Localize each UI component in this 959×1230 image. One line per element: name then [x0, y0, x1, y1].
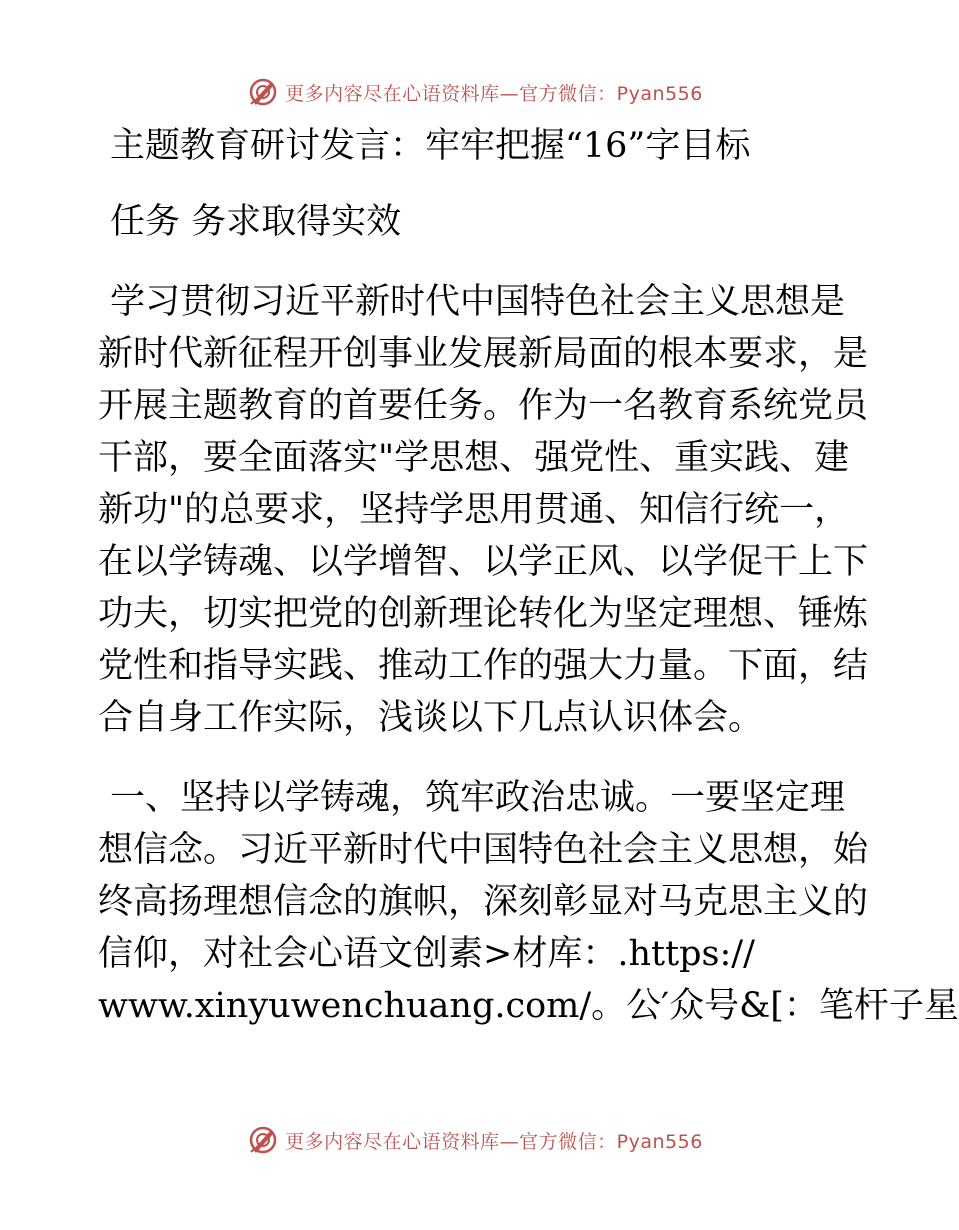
header-banner-text: 更多内容尽在心语资料库—官方微信：Pyan556: [285, 82, 703, 105]
footer-banner: [0, 1120, 950, 1160]
paragraph-intro: [98, 276, 869, 744]
paragraph-line: 信仰，对社会心语文创素>材库：.https://: [98, 934, 755, 974]
document-title-line-2: 任务 务求取得实效: [110, 202, 402, 242]
footer-banner-text: 更多内容尽在心语资料库—官方微信：Pyan556: [285, 1130, 703, 1153]
paragraph-line: 党性和指导实践、推动工作的强大力量。下面，结: [98, 646, 869, 686]
paragraph-line: 合自身工作实际，浅谈以下几点认识体会。: [98, 698, 764, 738]
paragraph-line: 在以学铸魂、以学增智、以学正风、以学促干上下: [98, 542, 869, 582]
paragraph-section-one: [98, 772, 959, 1032]
paragraph-line: 一、坚持以学铸魂，筑牢政治忠诚。一要坚定理: [110, 778, 846, 818]
header-banner: [0, 72, 950, 112]
paragraph-line: www.xinyuwenchuang.com/。公′众号&[：笔杆子星: [98, 986, 959, 1026]
document-body: [98, 120, 959, 1032]
paragraph-line: 学习贯彻习近平新时代中国特色社会主义思想是: [110, 282, 846, 322]
document-title-line-1: 主题教育研讨发言：牢牢把握“16”字目标: [110, 126, 751, 166]
paragraph-line: 想信念。习近平新时代中国特色社会主义思想，始: [98, 830, 869, 870]
paragraph-line: 新功"的总要求，坚持学思用贯通、知信行统一，: [98, 490, 850, 530]
paragraph-line: 新时代新征程开创事业发展新局面的根本要求，是: [98, 334, 869, 374]
paragraph-line: 干部，要全面落实"学思想、强党性、重实践、建: [98, 438, 850, 478]
paragraph-line: 终高扬理想信念的旗帜，深刻彰显对马克思主义的: [98, 882, 869, 922]
paragraph-line: 功夫，切实把党的创新理论转化为坚定理想、锤炼: [98, 594, 869, 634]
paragraph-line: 开展主题教育的首要任务。作为一名教育系统党员: [98, 386, 869, 426]
quill-logo-icon: [247, 76, 279, 108]
quill-logo-icon: [247, 1124, 279, 1156]
